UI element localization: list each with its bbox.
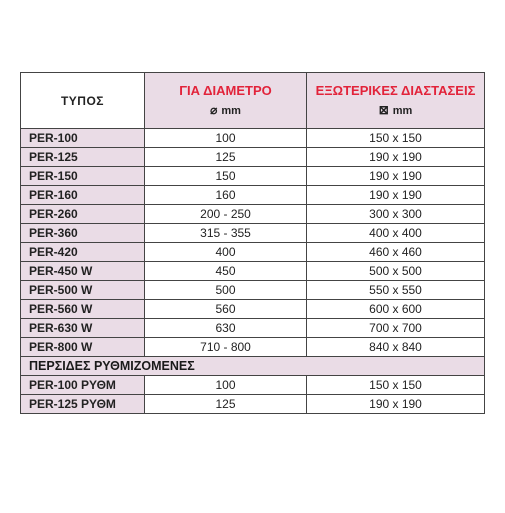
row-type: PER-260	[21, 205, 145, 224]
table-row	[21, 205, 485, 224]
row-type: PER-125 ΡΥΘΜ	[21, 395, 145, 414]
header-diameter-title: ΓΙΑ ΔΙΑΜΕΤΡΟ	[179, 83, 272, 98]
table-row	[21, 395, 485, 414]
row-type: PER-630 W	[21, 319, 145, 338]
row-diameter: 160	[145, 186, 307, 205]
row-dimensions: 400 x 400	[307, 224, 485, 243]
table-row	[21, 224, 485, 243]
row-dimensions: 500 x 500	[307, 262, 485, 281]
square-dimension-icon: ⊠	[378, 103, 389, 117]
row-diameter: 125	[145, 395, 307, 414]
row-diameter: 150	[145, 167, 307, 186]
row-type: PER-100	[21, 129, 145, 148]
row-type: PER-800 W	[21, 338, 145, 357]
row-diameter: 315 - 355	[145, 224, 307, 243]
row-diameter: 100	[145, 129, 307, 148]
row-type: PER-500 W	[21, 281, 145, 300]
row-dimensions: 190 x 190	[307, 167, 485, 186]
spec-table	[20, 72, 485, 414]
table-row	[21, 167, 485, 186]
row-diameter: 125	[145, 148, 307, 167]
row-dimensions: 460 x 460	[307, 243, 485, 262]
header-diameter	[145, 73, 307, 129]
row-dimensions: 840 x 840	[307, 338, 485, 357]
row-dimensions: 550 x 550	[307, 281, 485, 300]
table-row	[21, 319, 485, 338]
row-dimensions: 700 x 700	[307, 319, 485, 338]
table-row	[21, 338, 485, 357]
header-diameter-unit: mm	[221, 105, 241, 117]
row-diameter: 450	[145, 262, 307, 281]
table-header-row	[21, 73, 485, 129]
row-type: PER-100 ΡΥΘΜ	[21, 376, 145, 395]
header-dimensions-unit-line	[307, 103, 484, 118]
header-type: ΤΥΠΟΣ	[21, 73, 145, 129]
row-diameter: 400	[145, 243, 307, 262]
header-dimensions	[307, 73, 485, 129]
row-dimensions: 190 x 190	[307, 148, 485, 167]
row-type: PER-125	[21, 148, 145, 167]
table-row	[21, 129, 485, 148]
row-diameter: 710 - 800	[145, 338, 307, 357]
header-dimensions-title: ΕΞΩΤΕΡΙΚΕΣ ΔΙΑΣΤΑΣΕΙΣ	[315, 83, 476, 98]
table-row	[21, 262, 485, 281]
row-diameter: 560	[145, 300, 307, 319]
row-dimensions: 190 x 190	[307, 395, 485, 414]
table-row	[21, 148, 485, 167]
row-diameter: 100	[145, 376, 307, 395]
row-dimensions: 300 x 300	[307, 205, 485, 224]
row-type: PER-560 W	[21, 300, 145, 319]
table-row	[21, 300, 485, 319]
table-row	[21, 281, 485, 300]
table-row	[21, 376, 485, 395]
row-type: PER-360	[21, 224, 145, 243]
row-dimensions: 600 x 600	[307, 300, 485, 319]
section-label: ΠΕΡΣΙΔΕΣ ΡΥΘΜΙΖΟΜΕΝΕΣ	[21, 357, 485, 376]
row-dimensions: 190 x 190	[307, 186, 485, 205]
table-row	[21, 243, 485, 262]
table-row	[21, 186, 485, 205]
row-dimensions: 150 x 150	[307, 376, 485, 395]
header-diameter-unit-line	[145, 103, 306, 118]
row-type: PER-150	[21, 167, 145, 186]
diameter-symbol-icon: ⌀	[210, 103, 218, 117]
row-type: PER-450 W	[21, 262, 145, 281]
row-diameter: 500	[145, 281, 307, 300]
row-diameter: 630	[145, 319, 307, 338]
header-dimensions-unit: mm	[392, 105, 413, 117]
row-diameter: 200 - 250	[145, 205, 307, 224]
row-dimensions: 150 x 150	[307, 129, 485, 148]
row-type: PER-160	[21, 186, 145, 205]
section-row	[21, 357, 485, 376]
row-type: PER-420	[21, 243, 145, 262]
